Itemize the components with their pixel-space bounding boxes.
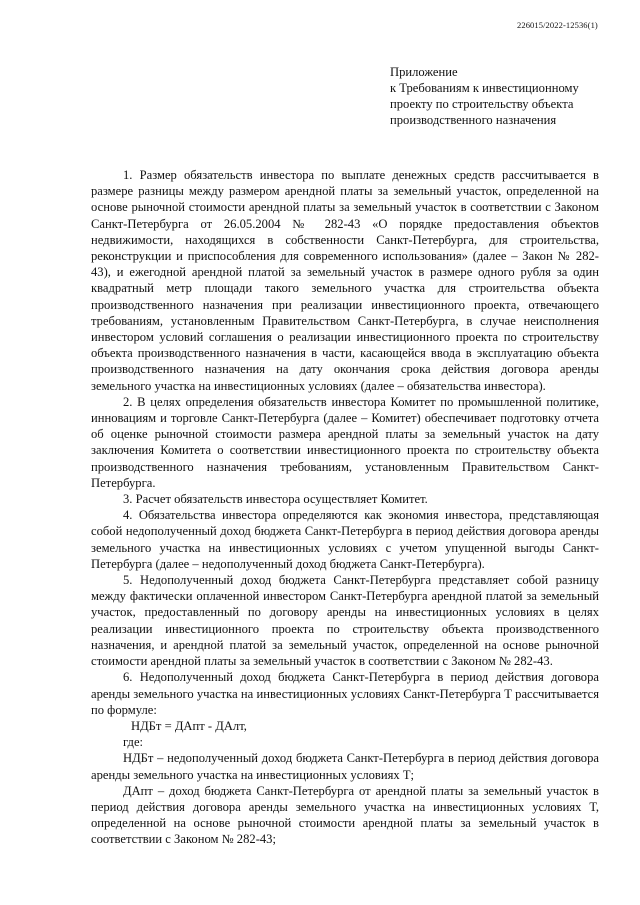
appendix-line: Приложение [390,65,458,79]
paragraph-5: 5. Недополученный доход бюджета Санкт-Петербурга представляет собой разницу между фактически оплаченной инвестором Санкт-Петербурга арендной платой за земельный участок, предоставленный по договору аренды на инвестиционных условиях в целях реализации инвестиционного проекта по строительству объекта производственного назначения, и арендной платой за земельный участок, определенной на основе рыночной стоимости арендной платы за земельный участок в соответствии с Законом № 282-43. [91,573,599,669]
paragraph-1: 1. Размер обязательств инвестора по выплате денежных средств рассчитывается в размере разницы между размером арендной платы за земельный участок, определенной на основе рыночной стоимости арендной платы за земельный участок в соответствии с Законом Санкт-Петербурга от 26.05.2004 № 282-43 «О порядке предоставления объектов недвижимости, находящихся в собственности Санкт-Петербурга, для строительства, реконструкции и приспособления для современного использования» (далее – Закон № 282-43), и ежегодной арендной платой за земельный участок в размере одного рубля за один квадратный метр площади такого земельного участка для строительства объекта производственного назначения при реализации инвестиционного проекта, отвечающего требованиям, установленным Правительством Санкт-Петербурга, в случае неисполнения инвестором условий соглашения о реализации инвестиционного проекта по строительству объекта производственного назначения в части, касающейся ввода в эксплуатацию объекта производственного назначения на дату окончания срока действия договора аренды земельного участка на инвестиционных условиях (далее – обязательства инвестора). [91,168,599,393]
paragraph-2: 2. В целях определения обязательств инвестора Комитет по промышленной политике, инновациям и торговле Санкт-Петербурга (далее – Комитет) обеспечивает подготовку отчета об оценке рыночной стоимости размера арендной платы за земельный участок на дату заключения Комитета о соответствии инвестиционного проекта по строительству объекта производственного назначения требованиям, установленным Правительством Санкт-Петербурга. [91,394,599,490]
document-body [91,167,599,848]
paragraph-4: 4. Обязательства инвестора определяются как экономия инвестора, представляющая собой недополученный доход бюджета Санкт-Петербурга в период действия договора аренды земельного участка на инвестиционных условиях с учетом упущенной выгоды Санкт-Петербурга (далее – недополученный доход бюджета Санкт-Петербурга). [91,508,599,571]
definition-ndb: НДБт – недополученный доход бюджета Санкт-Петербурга в период действия договора аренды земельного участка на инвестиционных условиях Т; [91,751,599,782]
definition-dap: ДАпт – доход бюджета Санкт-Петербурга от арендной платы за земельный участок в период действия договора аренды земельного участка на инвестиционных условиях Т, определенной на основе рыночной стоимости арендной платы за земельный участок в соответствии с Законом № 282-43; [91,783,599,847]
paragraph-6: 6. Недополученный доход бюджета Санкт-Петербурга в период действия договора аренды земельного участка на инвестиционных условиях Санкт-Петербурга Т рассчитывается по формуле: [91,670,599,717]
appendix-line: производственного назначения [390,113,557,127]
where-label: где: [123,735,144,750]
document-number: 226015/2022-12536(1) [517,20,598,30]
paragraph-3: 3. Расчет обязательств инвестора осуществляет Комитет. [123,492,428,507]
appendix-header [390,64,620,128]
appendix-line: проекту по строительству объекта [390,97,574,111]
appendix-line: к Требованиям к инвестиционному [390,81,579,95]
formula: НДБт = ДАпт - ДАлт, [131,718,247,733]
